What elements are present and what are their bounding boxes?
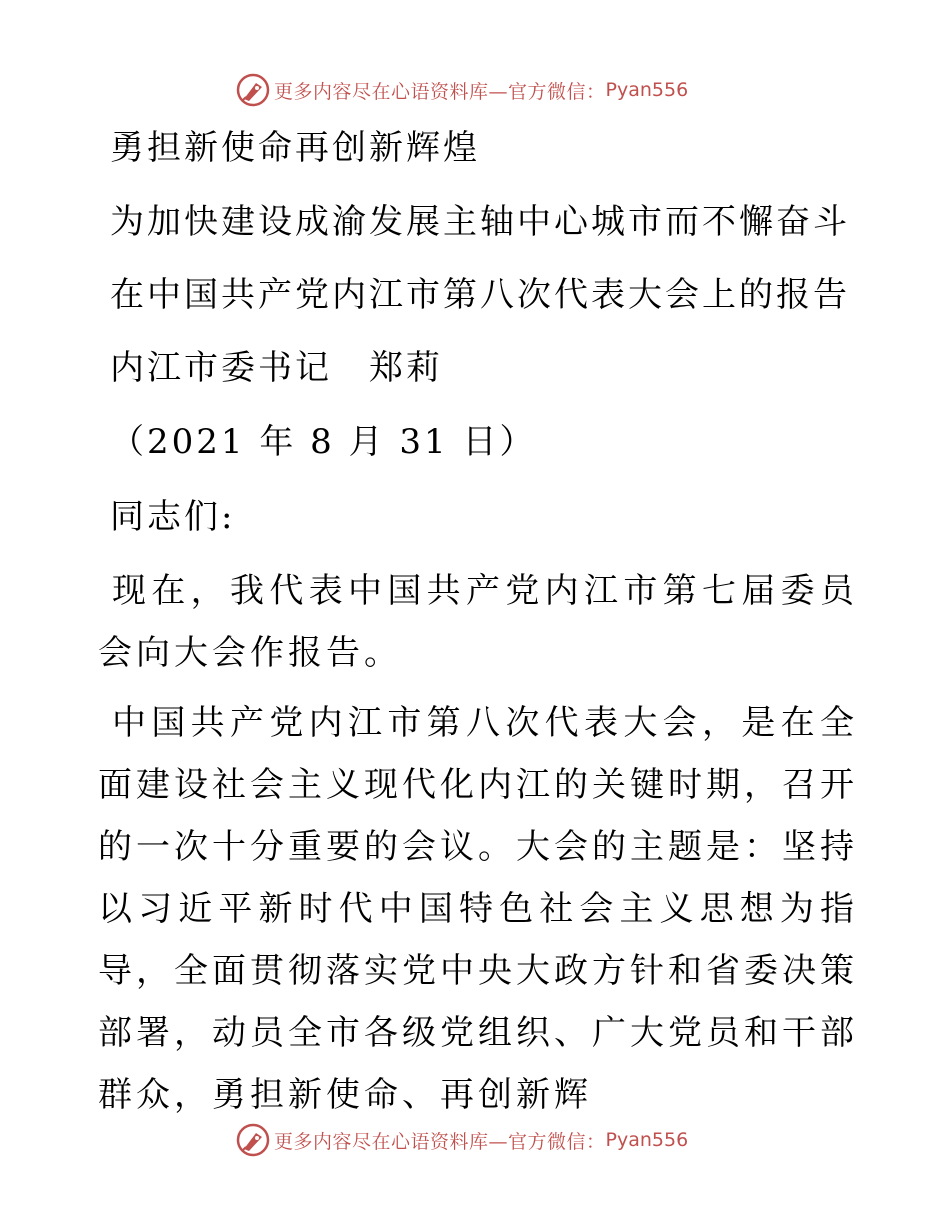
document-subtitle: 为加快建设成渝发展主轴中心城市而不懈奋斗 [110, 202, 850, 242]
watermark-wechat-id: Pyan556 [605, 1129, 689, 1151]
document-salutation: 同志们: [110, 497, 236, 537]
paragraph-2: 中国共产党内江市第八次代表大会，是在全面建设社会主义现代化内江的关键时期，召开的一次十分重要的会议。大会的主题是：坚持以习近平新时代中国特色社会主义思想为指导，全面贯彻落实党中央大政方针和省委决策部署，动员全市各级党组织、广大党员和干部群众，勇担新使命、再创新辉 [98, 703, 858, 1115]
watermark-text: 更多内容尽在心语资料库—官方微信： [274, 80, 606, 103]
document-occasion: 在中国共产党内江市第八次代表大会上的报告 [110, 275, 850, 315]
pen-nib-logo-icon [236, 1123, 270, 1157]
document-speaker: 内江市委书记 郑莉 [110, 348, 443, 388]
document-date: （2021 年 8 月 31 日） [110, 422, 537, 462]
document-title: 勇担新使命再创新辉煌 [110, 128, 480, 168]
watermark-text: 更多内容尽在心语资料库—官方微信： [274, 1130, 606, 1153]
pen-nib-logo-icon [236, 73, 270, 107]
header-watermark [236, 72, 688, 108]
footer-watermark [236, 1122, 688, 1158]
paragraph-1: 现在，我代表中国共产党内江市第七届委员会向大会作报告。 [98, 571, 858, 673]
watermark-wechat-id: Pyan556 [605, 79, 689, 101]
